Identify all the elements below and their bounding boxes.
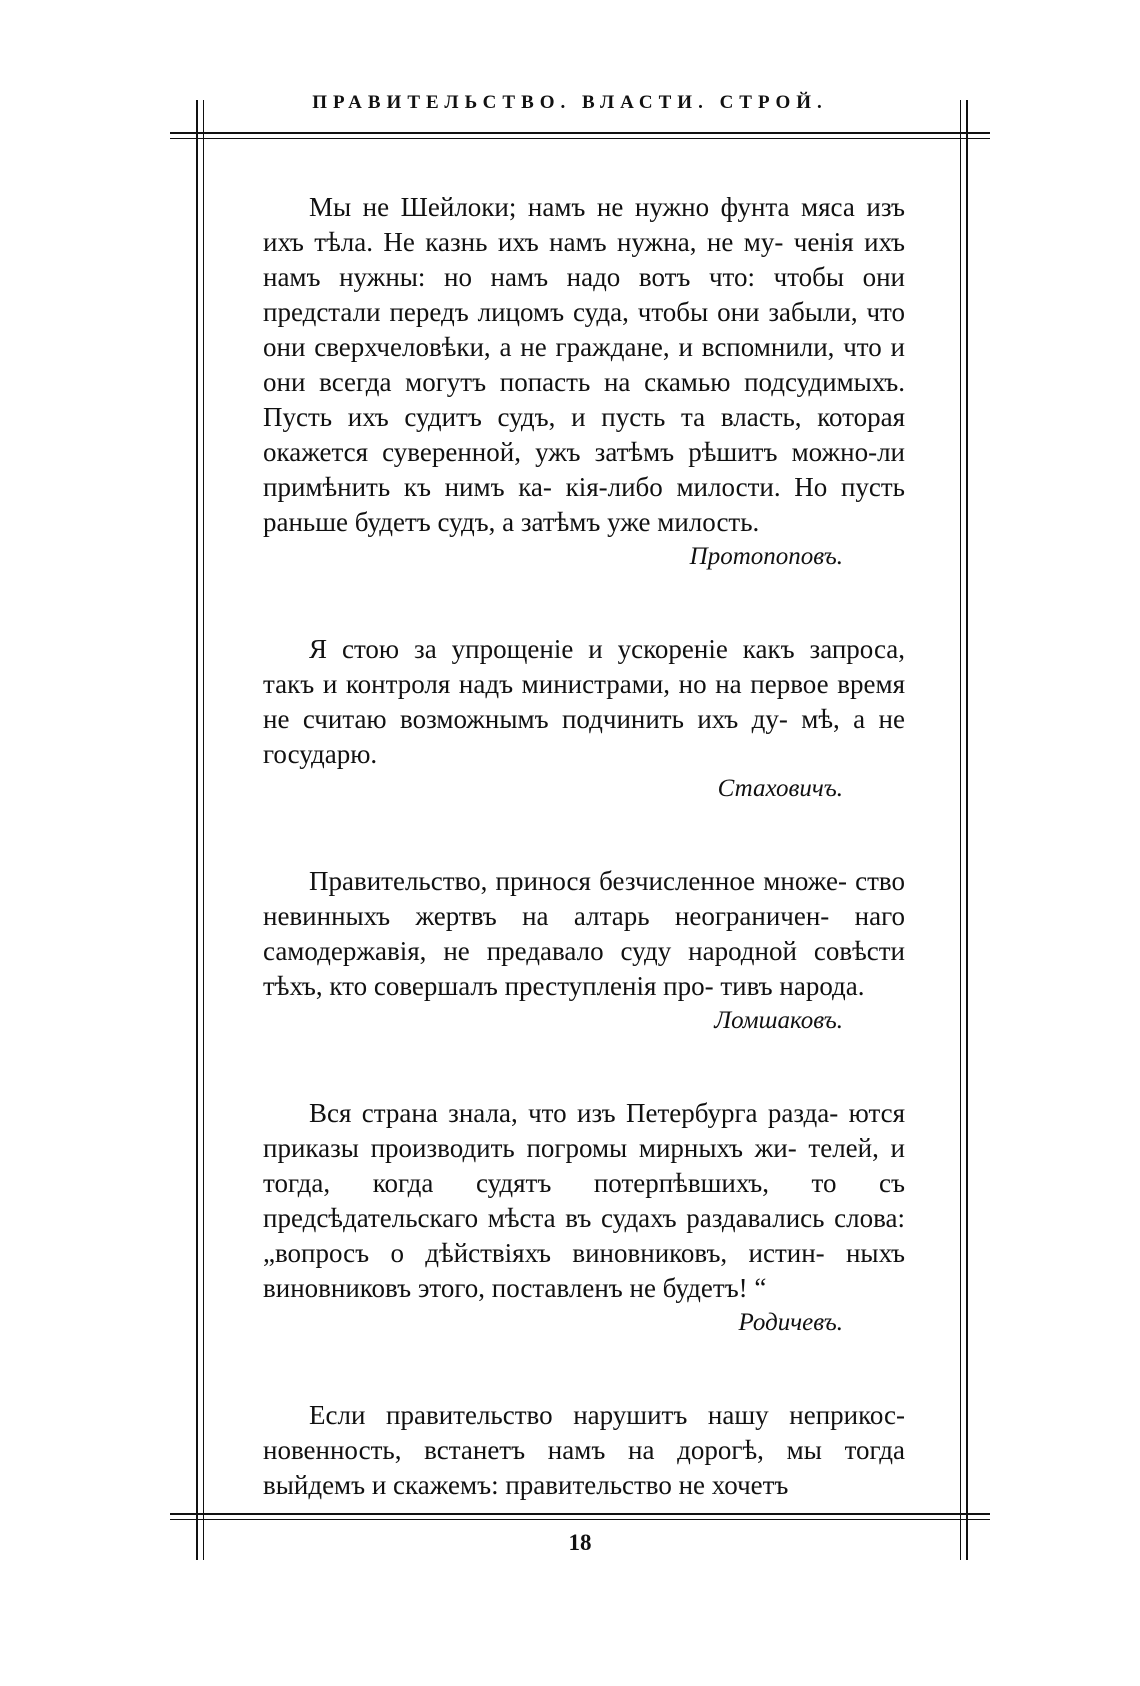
quote-author: Ломшаковъ. — [714, 1007, 843, 1034]
top-rule — [170, 132, 990, 134]
right-border-outer — [966, 100, 968, 1560]
text-line: мѣ, а не государю. — [263, 704, 905, 769]
text-line: выйдемъ и скажемъ: правительство не хочетъ — [263, 1470, 789, 1500]
quote-paragraph — [263, 190, 905, 540]
left-border-outer — [196, 100, 198, 1560]
running-header: ПРАВИТЕЛЬСТВО. ВЛАСТИ. СТРОЙ. — [312, 92, 828, 113]
text-line: новенность, встанетъ намъ на дорогѣ, мы тогда — [263, 1435, 905, 1465]
text-line: изъ ихъ тѣла. Не казнь ихъ намъ нужна, не му- — [263, 192, 906, 257]
text-line: Вся страна знала, что изъ Петербурга разда- — [309, 1098, 839, 1128]
text-line: Я стою за упрощеніе и ускореніе какъ запроса, — [309, 634, 905, 664]
text-line: наго самодержавія, не предавало суду народной — [263, 901, 905, 966]
main-text — [263, 190, 905, 1503]
quote-author: Родичевъ. — [738, 1309, 843, 1336]
text-line: кія-либо милости. Но пусть раньше будетъ судъ, — [263, 472, 905, 537]
text-line: ство невинныхъ жертвъ на алтарь неограничен- — [263, 866, 905, 931]
quote-block — [263, 632, 905, 806]
left-border-inner — [203, 100, 204, 1560]
text-line: время не считаю возможнымъ подчинить ихъ ду- — [263, 669, 905, 734]
bottom-rule — [170, 1513, 990, 1515]
quote-block — [263, 1096, 905, 1340]
text-line: ныхъ виновниковъ этого, поставленъ не будетъ! “ — [263, 1238, 906, 1303]
top-rule-thin — [170, 138, 990, 139]
text-line: Мы не Шейлоки; намъ не нужно фунта мяса — [309, 192, 855, 222]
quote-paragraph — [263, 864, 905, 1004]
text-line: Правительство, принося безчисленное множе- — [309, 866, 847, 896]
quote-block — [263, 190, 905, 574]
right-border-inner — [960, 100, 961, 1560]
quote-author: Стаховичъ. — [717, 775, 843, 802]
text-line: затѣмъ рѣшитъ можно-ли примѣнить къ нимъ ка- — [263, 437, 905, 502]
bottom-rule-thin — [170, 1519, 990, 1520]
text-line: а затѣмъ уже милость. — [502, 507, 760, 537]
text-line: они забыли, что они сверхчеловѣки, а не граждане, — [263, 297, 905, 362]
text-line: такъ и контроля надъ министрами, но на первое — [263, 669, 829, 699]
text-line: слова: „вопросъ о дѣйствіяхъ виновниковъ, истин- — [263, 1203, 905, 1268]
text-line: и вспомнили, что и они всегда могутъ попасть на — [263, 332, 905, 397]
text-line: предсѣдательскаго мѣста въ судахъ раздавались — [263, 1203, 825, 1233]
text-line: Если правительство нарушитъ нашу неприкос- — [309, 1400, 905, 1430]
quote-block — [263, 1398, 905, 1503]
text-line: телей, и тогда, когда судятъ потерпѣвшихъ, то съ — [263, 1133, 906, 1198]
quote-block — [263, 864, 905, 1038]
page-number: 18 — [568, 1530, 592, 1555]
text-line: ются приказы производить погромы мирныхъ жи- — [263, 1098, 905, 1163]
text-line: скамью подсудимыхъ. Пусть ихъ судитъ судъ, и — [263, 367, 906, 432]
quote-paragraph — [263, 1398, 905, 1503]
text-line: пусть та власть, которая окажется суверенной, ужъ — [263, 402, 906, 467]
text-line: тивъ народа. — [720, 971, 865, 1001]
text-line: ченія ихъ намъ нужны: но намъ надо вотъ что: — [263, 227, 905, 292]
text-line: совѣсти тѣхъ, кто совершалъ преступленія про- — [263, 936, 905, 1001]
quote-author: Протопоповъ. — [689, 543, 843, 570]
text-line: чтобы они предстали передъ лицомъ суда, чтобы — [263, 262, 906, 327]
quote-paragraph — [263, 632, 905, 772]
quote-paragraph — [263, 1096, 905, 1306]
